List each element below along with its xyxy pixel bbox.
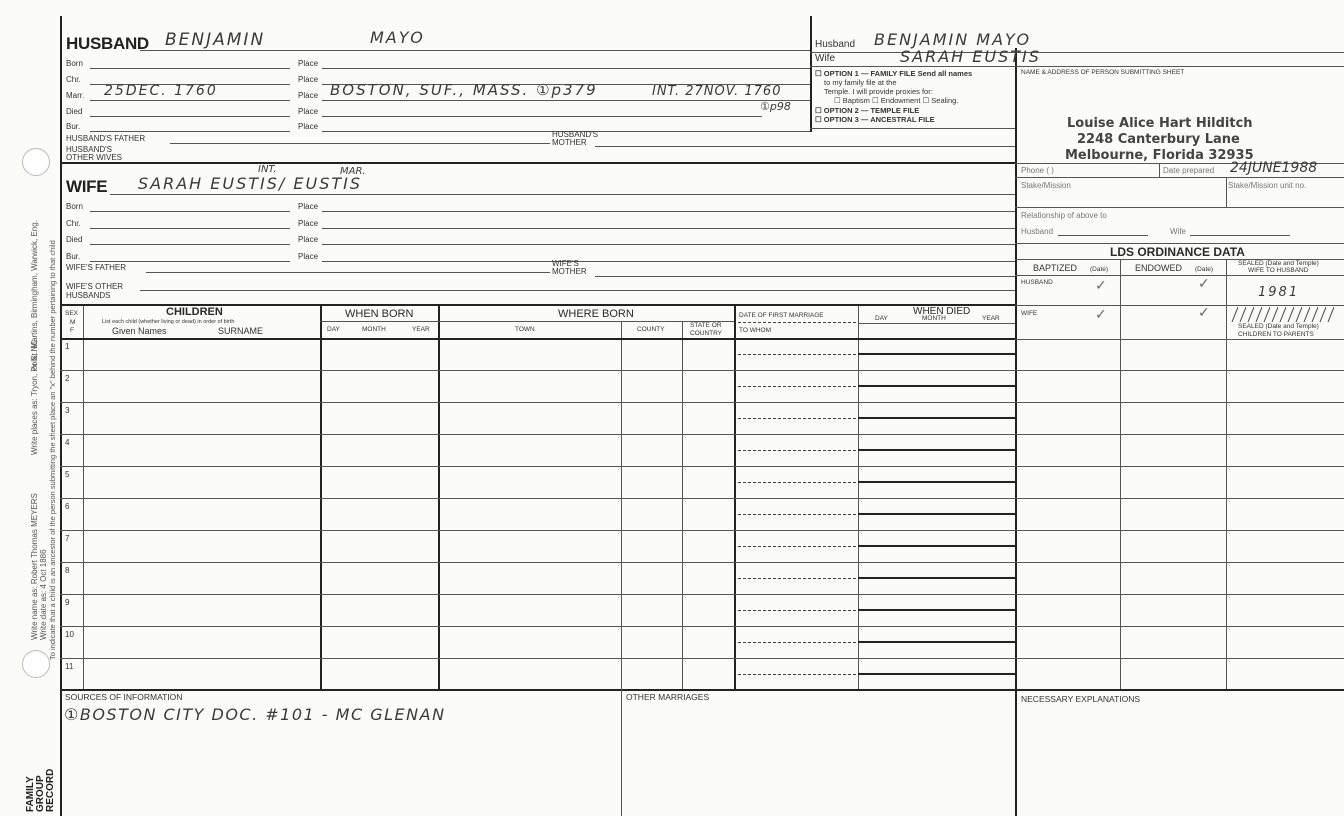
submitter-city: Melbourne, Florida 32935 bbox=[1065, 148, 1254, 163]
left-border bbox=[60, 16, 62, 816]
wife-died-place-line bbox=[322, 244, 1015, 245]
child-died-line bbox=[858, 513, 1015, 515]
died-day-label: DAY bbox=[875, 315, 888, 322]
to-whom-label: TO WHOM bbox=[739, 327, 772, 334]
phone-divider bbox=[1159, 163, 1160, 177]
husband-mother-label-1: HUSBAND'S bbox=[552, 130, 598, 139]
wife-died-label: Died bbox=[66, 235, 83, 244]
husband-chr-place-label: Place bbox=[298, 75, 319, 84]
sex-m: M bbox=[70, 319, 76, 326]
wife-heading: WIFE bbox=[66, 177, 108, 196]
relationship-label: Relationship of above to bbox=[1021, 211, 1107, 220]
child-row-bottom bbox=[60, 594, 1344, 595]
husband-marr-note[interactable]: INT. 27NOV. 1760 bbox=[652, 84, 782, 99]
child-row-bottom bbox=[60, 626, 1344, 627]
stake-divider bbox=[1226, 177, 1227, 207]
husband-given-name[interactable]: BENJAMIN bbox=[165, 30, 266, 50]
husband-heading: HUSBAND bbox=[66, 34, 149, 53]
husband-mother-line bbox=[595, 146, 1015, 147]
footer-divider bbox=[621, 689, 622, 816]
child-marriage-dash bbox=[738, 450, 856, 451]
ordinance-title: LDS ORDINANCE DATA bbox=[1110, 245, 1245, 259]
option-1-line-2: to my family file at the bbox=[824, 78, 897, 87]
header-divider bbox=[810, 16, 812, 132]
date-prepared-label: Date prepared bbox=[1163, 166, 1215, 175]
child-marriage-dash bbox=[738, 610, 856, 611]
wife-note-mar[interactable]: MAR. bbox=[340, 166, 366, 177]
children-header-bottom bbox=[60, 338, 1015, 340]
wife-name-line bbox=[110, 194, 1015, 195]
given-names-label: Given Names bbox=[112, 326, 167, 336]
submitter-street: 2248 Canterbury Lane bbox=[1077, 132, 1240, 147]
form-title-3: RECORD bbox=[45, 768, 56, 812]
sealed-wth-label-2: WIFE TO HUSBAND bbox=[1248, 267, 1309, 274]
town-label: TOWN bbox=[515, 326, 535, 333]
wife-endowed-check[interactable]: ✓ bbox=[1198, 305, 1210, 321]
child-died-line bbox=[858, 641, 1015, 643]
instruction-places-example: or St. Martins, Birmingham, Warwick, Eng. bbox=[30, 220, 39, 370]
wife-born-place-label: Place bbox=[298, 202, 319, 211]
wife-mother-label-2: MOTHER bbox=[552, 267, 587, 276]
child-marriage-dash bbox=[738, 578, 856, 579]
child-died-line bbox=[858, 545, 1015, 547]
sealed-wth-value[interactable]: 1981 bbox=[1258, 285, 1300, 300]
wife-born-place-line bbox=[322, 211, 1015, 212]
child-died-line bbox=[858, 417, 1015, 419]
option-1-line-4[interactable]: ☐ Baptism ☐ Endowment ☐ Sealing. bbox=[834, 96, 959, 105]
option-2[interactable]: ☐ OPTION 2 — TEMPLE FILE bbox=[815, 106, 920, 115]
child-died-line bbox=[858, 577, 1015, 579]
husband-surname[interactable]: MAYO bbox=[370, 28, 425, 47]
sources-value[interactable]: ①BOSTON CITY DOC. #101 - MC GLENAN bbox=[64, 705, 446, 724]
county-label: COUNTY bbox=[637, 326, 665, 333]
surname-label: SURNAME bbox=[218, 326, 264, 336]
punch-hole-bottom bbox=[22, 650, 50, 678]
phone-label: Phone ( ) bbox=[1021, 166, 1054, 175]
wife-chr-place-line bbox=[322, 228, 1015, 229]
husband-name-line bbox=[140, 50, 810, 51]
child-died-line bbox=[858, 353, 1015, 355]
sex-label: SEX bbox=[65, 310, 79, 317]
baptized-date-label: (Date) bbox=[1090, 266, 1109, 273]
child-row-bottom bbox=[60, 562, 1344, 563]
header-wife-label: Wife bbox=[815, 53, 835, 64]
header-wife-value[interactable]: SARAH EUSTIS bbox=[900, 47, 1041, 66]
rel-husband-line bbox=[1058, 235, 1148, 236]
died-year-label: YEAR bbox=[982, 315, 1000, 322]
child-row-number: 5 bbox=[65, 470, 70, 479]
wife-died-date-line bbox=[90, 244, 290, 245]
header-husband-value[interactable]: BENJAMIN MAYO bbox=[874, 30, 1032, 49]
husband-marr-date[interactable]: 25DEC. 1760 bbox=[104, 83, 218, 99]
husband-marr-date-line bbox=[90, 100, 290, 101]
born-year-label: YEAR bbox=[412, 326, 430, 333]
husband-died-date-line bbox=[90, 116, 290, 117]
child-marriage-dash bbox=[738, 386, 856, 387]
wife-chr-date-line bbox=[90, 228, 290, 229]
husband-died-place-label: Place bbox=[298, 107, 319, 116]
child-row-number: 11 bbox=[65, 662, 74, 671]
child-marriage-dash bbox=[738, 546, 856, 547]
wife-mother-line bbox=[595, 276, 1015, 277]
child-died-line bbox=[858, 481, 1015, 483]
child-row-bottom bbox=[60, 402, 1344, 403]
child-row-number: 4 bbox=[65, 438, 70, 447]
baptized-label: BAPTIZED bbox=[1033, 263, 1078, 273]
ordinance-header-line bbox=[1015, 275, 1344, 276]
child-row-bottom bbox=[60, 466, 1344, 467]
child-row-number: 3 bbox=[65, 406, 70, 415]
child-died-line bbox=[858, 673, 1015, 675]
state-label-1: STATE OR bbox=[690, 322, 722, 329]
husband-mother-label-2: MOTHER bbox=[552, 138, 587, 147]
when-born-label: WHEN BORN bbox=[345, 308, 414, 320]
husband-marr-place-label: Place bbox=[298, 91, 319, 100]
husband-father-line bbox=[170, 143, 550, 144]
instruction-places: Write places as: Tryon, Polk, NC bbox=[30, 340, 39, 455]
child-row-bottom bbox=[60, 498, 1344, 499]
rel-wife-line bbox=[1190, 235, 1290, 236]
child-marriage-dash bbox=[738, 514, 856, 515]
ordinance-husband-label: HUSBAND bbox=[1021, 279, 1053, 286]
husband-marr-place[interactable]: BOSTON, SUF., MASS. ①p379 bbox=[330, 81, 598, 99]
state-label-2: COUNTRY bbox=[690, 330, 723, 337]
first-marriage-dash bbox=[738, 322, 856, 323]
option-1[interactable]: ☐ OPTION 1 — FAMILY FILE Send all names bbox=[815, 69, 973, 78]
children-note: List each child (whether living or dead) in order of birth bbox=[102, 319, 235, 325]
husband-endowed-check[interactable]: ✓ bbox=[1198, 276, 1210, 292]
wife-father-line bbox=[146, 272, 550, 273]
child-row-bottom bbox=[60, 530, 1344, 531]
punch-hole-top bbox=[22, 148, 50, 176]
col-county-end bbox=[682, 322, 683, 690]
child-died-line bbox=[858, 385, 1015, 387]
child-row-bottom bbox=[60, 658, 1344, 659]
child-row-number: 2 bbox=[65, 374, 70, 383]
husband-marr-place-line bbox=[322, 100, 810, 101]
stake-label: Stake/Mission bbox=[1021, 181, 1071, 190]
instruction-date: Write date as: 4 Oct 1886 bbox=[39, 549, 48, 640]
date-prepared-value[interactable]: 24JUNE1988 bbox=[1230, 160, 1318, 176]
col-town-end bbox=[621, 322, 622, 690]
instruction-ancestor: To indicate that a child is an ancestor of the person submitting the sheet place an "x" behind the number pertaining to that child bbox=[48, 240, 57, 660]
wife-chr-place-label: Place bbox=[298, 219, 319, 228]
born-day-label: DAY bbox=[327, 326, 340, 333]
husband-died-place-line bbox=[322, 116, 762, 117]
wife-died-place-label: Place bbox=[298, 235, 319, 244]
child-marriage-dash bbox=[738, 482, 856, 483]
wife-other-husbands-1: WIFE'S OTHER bbox=[66, 282, 124, 291]
options-bottom-line bbox=[810, 128, 1015, 129]
header-husband-label: Husband bbox=[815, 39, 856, 50]
wife-bur-place-label: Place bbox=[298, 252, 319, 261]
child-row-number: 8 bbox=[65, 566, 70, 575]
form-title-1: FAMILY bbox=[25, 776, 36, 812]
child-marriage-dash bbox=[738, 674, 856, 675]
wife-bur-label: Bur. bbox=[66, 252, 81, 261]
wife-note-int[interactable]: INT. bbox=[258, 164, 277, 175]
husband-bur-place-label: Place bbox=[298, 122, 319, 131]
sealed-wth-label-1: SEALED (Date and Temple) bbox=[1238, 260, 1319, 267]
sources-label: SOURCES OF INFORMATION bbox=[65, 692, 183, 702]
when-born-underline bbox=[320, 321, 438, 322]
submitter-name: Louise Alice Hart Hilditch bbox=[1067, 116, 1253, 131]
husband-other-wives-1: HUSBAND'S bbox=[66, 145, 112, 154]
born-month-label: MONTH bbox=[362, 326, 386, 333]
relationship-bottom-line bbox=[1015, 243, 1344, 244]
husband-baptized-check[interactable]: ✓ bbox=[1095, 278, 1107, 294]
child-died-line bbox=[858, 449, 1015, 451]
ordinance-wife-line bbox=[1015, 339, 1344, 340]
submitter-label: NAME & ADDRESS OF PERSON SUBMITTING SHEET bbox=[1021, 69, 1185, 76]
ordinance-col-2 bbox=[1226, 259, 1227, 689]
child-died-line bbox=[858, 609, 1015, 611]
wife-other-husbands-2: HUSBANDS bbox=[66, 291, 111, 300]
child-marriage-dash bbox=[738, 418, 856, 419]
wife-born-label: Born bbox=[66, 202, 83, 211]
husband-other-wives-2: OTHER WIVES bbox=[66, 153, 123, 162]
sealed-ctp-label-1: SEALED (Date and Temple) bbox=[1238, 323, 1319, 330]
rel-husband-label: Husband bbox=[1021, 227, 1054, 236]
children-label: CHILDREN bbox=[166, 306, 223, 318]
wife-mother-label-1: WIFE'S bbox=[552, 259, 579, 268]
husband-chr-label: Chr. bbox=[66, 75, 81, 84]
husband-bur-date-line bbox=[90, 131, 290, 132]
instruction-name: Write name as: Robert Thomas MEYERS bbox=[30, 493, 39, 640]
husband-marr-note2[interactable]: ①p98 bbox=[760, 100, 791, 113]
child-row-number: 10 bbox=[65, 630, 74, 639]
wife-name[interactable]: SARAH EUSTIS/ EUSTIS bbox=[138, 174, 363, 193]
ordinance-husband-line bbox=[1015, 305, 1344, 306]
child-row-number: 6 bbox=[65, 502, 70, 511]
ordinance-col-1 bbox=[1120, 259, 1121, 689]
wife-chr-label: Chr. bbox=[66, 219, 81, 228]
option-1-line-3: Temple. I will provide proxies for: bbox=[824, 87, 933, 96]
husband-born-label: Born bbox=[66, 59, 83, 68]
child-row-number: 9 bbox=[65, 598, 70, 607]
sealed-ctp-label-2: CHILDREN TO PARENTS bbox=[1238, 331, 1314, 338]
wife-father-label: WIFE'S FATHER bbox=[66, 263, 127, 272]
died-header-line bbox=[858, 323, 1015, 324]
husband-section-bottom bbox=[60, 162, 1015, 164]
form-title-2: GROUP bbox=[35, 775, 46, 812]
sealed-hatch bbox=[1228, 307, 1336, 322]
option-3[interactable]: ☐ OPTION 3 — ANCESTRAL FILE bbox=[815, 115, 935, 124]
first-marriage-label: DATE OF FIRST MARRIAGE bbox=[739, 312, 824, 319]
phone-line bbox=[1015, 177, 1344, 178]
husband-died-label: Died bbox=[66, 107, 83, 116]
husband-born-date-line bbox=[90, 68, 290, 69]
wife-other-husbands-line bbox=[140, 290, 1015, 291]
child-row-bottom bbox=[60, 434, 1344, 435]
child-marriage-dash bbox=[738, 642, 856, 643]
rel-wife-label: Wife bbox=[1170, 227, 1186, 236]
when-died-label: WHEN DIED bbox=[913, 306, 971, 317]
husband-born-place-line bbox=[322, 68, 810, 69]
sex-f: F bbox=[70, 327, 74, 334]
wife-born-date-line bbox=[90, 211, 290, 212]
header-wife-line bbox=[810, 66, 1344, 67]
wife-bur-date-line bbox=[90, 261, 290, 262]
child-row-bottom bbox=[60, 370, 1344, 371]
wife-bur-place-line bbox=[322, 261, 1015, 262]
stake-line bbox=[1015, 207, 1344, 208]
husband-born-place-label: Place bbox=[298, 59, 319, 68]
other-marriages-label: OTHER MARRIAGES bbox=[626, 692, 710, 702]
died-month-label: MONTH bbox=[922, 315, 946, 322]
where-born-label: WHERE BORN bbox=[558, 308, 634, 320]
husband-father-label: HUSBAND'S FATHER bbox=[66, 134, 146, 143]
ordinance-wife-label: WIFE bbox=[1021, 310, 1038, 317]
child-row-number: 7 bbox=[65, 534, 70, 543]
endowed-date-label: (Date) bbox=[1195, 266, 1214, 273]
form-title bbox=[26, 769, 56, 812]
explanations-label: NECESSARY EXPLANATIONS bbox=[1021, 694, 1141, 704]
stake-unit-label: Stake/Mission unit no. bbox=[1228, 181, 1307, 190]
children-table-bottom bbox=[60, 689, 1344, 691]
husband-bur-label: Bur. bbox=[66, 122, 81, 131]
child-marriage-dash bbox=[738, 354, 856, 355]
wife-baptized-check[interactable]: ✓ bbox=[1095, 307, 1107, 323]
child-row-number: 1 bbox=[65, 342, 70, 351]
header-husband-line bbox=[810, 52, 1344, 53]
endowed-label: ENDOWED bbox=[1135, 263, 1182, 273]
husband-marr-label: Marr. bbox=[66, 91, 85, 100]
